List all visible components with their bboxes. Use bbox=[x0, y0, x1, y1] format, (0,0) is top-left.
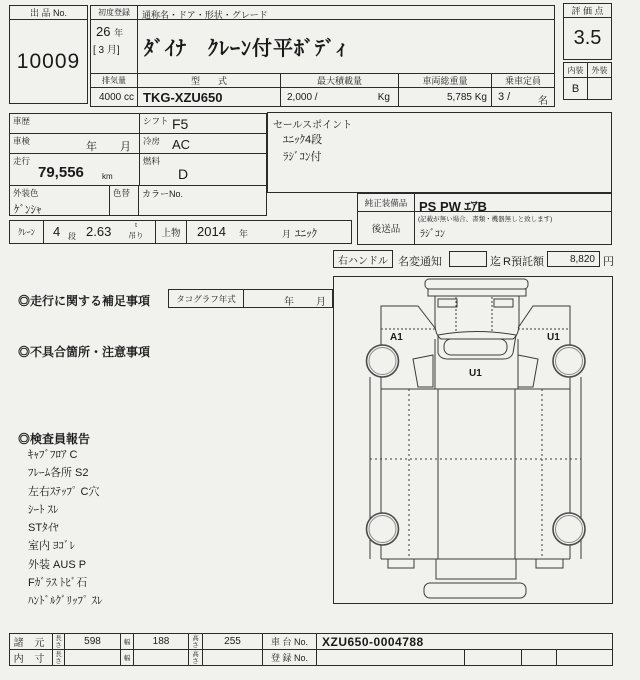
specs-row1-header bbox=[9, 633, 53, 650]
cab-roof bbox=[435, 296, 519, 339]
damage-label-u1-center: U1 bbox=[469, 368, 482, 379]
body-year: 2014 bbox=[197, 224, 226, 239]
rear-bumper bbox=[424, 583, 526, 598]
inspector-item: ﾊﾝﾄﾞﾙｸﾞﾘｯﾌﾟ ｽﾚ bbox=[28, 595, 103, 608]
height-label-2: 高さ bbox=[192, 650, 199, 665]
exterior-grade-cell bbox=[587, 77, 612, 100]
wheel-front-left bbox=[367, 345, 399, 377]
ac-cell bbox=[139, 133, 267, 154]
length-value: 598 bbox=[84, 636, 101, 647]
mileage-label: 走行 bbox=[13, 156, 31, 166]
score-value: 3.5 bbox=[573, 27, 602, 49]
crane-spec-cell bbox=[43, 220, 156, 244]
model-code-value: TKG-XZU650 bbox=[143, 90, 223, 105]
equipment-cell bbox=[414, 193, 612, 212]
fuel-cell bbox=[139, 153, 267, 186]
name-change-field bbox=[449, 251, 487, 267]
max-load-header bbox=[280, 73, 399, 88]
rear-step-right bbox=[536, 559, 563, 568]
model-code-cell bbox=[137, 87, 281, 107]
max-load-value: 2,000 / bbox=[287, 92, 318, 103]
inspector-item: STﾀｲﾔ bbox=[28, 522, 59, 535]
inspector-item: ﾌﾚｰﾑ各所 S2 bbox=[28, 467, 89, 480]
later-items-header bbox=[357, 211, 415, 245]
chassis-label: 車 台 No. bbox=[270, 637, 308, 647]
width-header-1 bbox=[120, 633, 134, 650]
reg-cell-4 bbox=[556, 649, 613, 666]
vehicle-name-value: ﾀﾞｲﾅ ｸﾚｰﾝ付平ﾎﾞﾃﾞｨ bbox=[144, 38, 347, 60]
first-reg-header bbox=[90, 5, 138, 20]
width-value: 188 bbox=[152, 636, 170, 647]
until-label: 迄 bbox=[490, 256, 501, 268]
first-reg-year: 26 年 bbox=[96, 24, 124, 39]
windshield-inner bbox=[444, 339, 507, 355]
inspector-item: ｼｰﾄ ｽﾚ bbox=[28, 503, 59, 516]
shift-cell bbox=[139, 113, 267, 134]
mileage-value: 79,556 bbox=[38, 164, 84, 181]
chassis-no: XZU650-0004788 bbox=[322, 635, 424, 649]
height-label: 高さ bbox=[192, 634, 199, 649]
height-value: 255 bbox=[224, 636, 241, 647]
interior-header bbox=[563, 62, 588, 78]
specs-row1-label: 諸 元 bbox=[13, 638, 49, 649]
displacement-label: 排気量 bbox=[102, 76, 126, 85]
damage-label-u1-right: U1 bbox=[547, 332, 560, 343]
inspector-item: 室内 ﾖｺﾞﾚ bbox=[28, 540, 76, 553]
rear-step-left bbox=[388, 559, 414, 568]
specs-row2-header bbox=[9, 649, 53, 666]
model-code-label: 型 式 bbox=[190, 76, 227, 86]
first-reg-year-unit: 年 bbox=[114, 28, 124, 38]
interior-grade: B bbox=[571, 82, 580, 95]
length-cell bbox=[64, 633, 121, 650]
length-label-2: 長さ bbox=[55, 650, 62, 665]
lot-no-cell bbox=[9, 19, 88, 104]
model-code-header bbox=[137, 73, 281, 88]
inspector-item: Fｶﾞﾗｽ ﾄﾋﾞ石 bbox=[28, 577, 88, 590]
inspection-label: 車検 bbox=[13, 136, 31, 146]
capacity-unit: 名 bbox=[538, 96, 548, 107]
crane-capacity-unit-bottom: 吊り bbox=[128, 231, 144, 240]
name-change-label: 名変通知 bbox=[398, 256, 442, 268]
reg-cell-1 bbox=[316, 649, 465, 666]
front-cowl bbox=[428, 289, 526, 296]
length-label: 長さ bbox=[55, 634, 62, 649]
inspector-item: ｷｬﾌﾞﾌﾛｱ C bbox=[28, 449, 78, 461]
reg-cell-3 bbox=[521, 649, 557, 666]
history-cell bbox=[9, 113, 140, 134]
tacho-month-unit: 月 bbox=[316, 297, 326, 308]
specs-row2-label: 内 寸 bbox=[13, 654, 49, 665]
sales-point-item: ﾕﾆｯｸ4段 bbox=[283, 134, 323, 146]
displacement-value: 4000 cc bbox=[98, 92, 134, 103]
later-items-value: ﾗｼﾞｺﾝ bbox=[420, 229, 445, 240]
crane-capacity-unit-top: t bbox=[135, 222, 137, 229]
tacho-label: タコグラフ年式 bbox=[176, 293, 236, 304]
capacity-header bbox=[491, 73, 555, 88]
sales-point-item: ﾗｼﾞｺﾝ付 bbox=[283, 151, 322, 163]
shift-label: シフト bbox=[143, 116, 169, 126]
gross-weight-label: 車両総重量 bbox=[422, 76, 468, 86]
displacement-cell bbox=[90, 87, 138, 107]
body-header bbox=[155, 220, 187, 244]
inspector-report-list bbox=[28, 446, 103, 611]
sales-point-label: セールスポイント bbox=[273, 120, 353, 131]
equipment-value: PS PW ｴｱB bbox=[419, 199, 487, 214]
ac-label: 冷房 bbox=[143, 136, 161, 146]
height-cell bbox=[202, 633, 263, 650]
color-label: 外装色 bbox=[13, 188, 39, 198]
later-items-cell bbox=[414, 211, 612, 245]
gross-weight-value: 5,785 Kg bbox=[446, 92, 487, 103]
history-label: 車歴 bbox=[13, 116, 31, 126]
recolor-label: 色替 bbox=[113, 188, 131, 198]
first-reg-month: [ 3 月] bbox=[93, 45, 120, 56]
height-header-1 bbox=[188, 633, 203, 650]
gross-weight-header bbox=[398, 73, 492, 88]
width-label-2: 幅 bbox=[123, 655, 131, 662]
mileage-note-heading: ◎走行に関する補足事項 bbox=[18, 294, 151, 308]
crane-label: ｸﾚｰﾝ bbox=[17, 227, 35, 237]
interior-grade-cell bbox=[563, 77, 588, 100]
fuel-value: D bbox=[178, 166, 189, 182]
recolor-cell bbox=[109, 185, 139, 216]
rear-frame bbox=[436, 559, 516, 579]
shift-value: F5 bbox=[172, 116, 189, 132]
later-items-label: 後送品 bbox=[371, 224, 401, 235]
cab-step-left bbox=[413, 355, 433, 387]
exterior-label: 外装 bbox=[591, 65, 608, 75]
tacho-header bbox=[168, 289, 244, 308]
reg-cell-2 bbox=[464, 649, 522, 666]
cab-visor-left bbox=[438, 299, 457, 307]
cab-visor-right bbox=[494, 299, 513, 307]
handle-label: 右ハンドル bbox=[338, 255, 388, 267]
first-reg-label: 初度登録 bbox=[98, 8, 130, 17]
handle-box bbox=[333, 250, 393, 268]
body-cell bbox=[186, 220, 352, 244]
cab-step-right bbox=[518, 355, 538, 387]
crane-stages: 4 bbox=[53, 224, 61, 239]
truck-diagram bbox=[334, 277, 612, 603]
mileage-unit: km bbox=[102, 172, 113, 181]
max-load-unit: Kg bbox=[377, 92, 390, 103]
reg-header bbox=[262, 649, 317, 666]
crane-header bbox=[9, 220, 44, 244]
gross-weight-cell bbox=[398, 87, 492, 107]
width-header-2 bbox=[120, 649, 134, 666]
tacho-cell bbox=[243, 289, 333, 308]
ac-value: AC bbox=[172, 137, 191, 152]
score-cell bbox=[563, 17, 612, 60]
reg-label: 登 録 No. bbox=[270, 653, 308, 663]
vehicle-name-label: 通称名・ドア・形状・グレード bbox=[142, 10, 268, 20]
tacho-year-unit: 年 bbox=[284, 297, 294, 308]
wheel-front-right bbox=[553, 345, 585, 377]
chassis-cell bbox=[316, 633, 613, 650]
later-items-note: (記載が無い場合、書類・機器無しと致します) bbox=[418, 216, 553, 223]
wheel-rear-right bbox=[553, 513, 585, 545]
front-bumper bbox=[425, 279, 528, 289]
score-label: 評 価 点 bbox=[571, 6, 604, 16]
color-cell bbox=[9, 185, 110, 216]
height-header-2 bbox=[188, 649, 203, 666]
damage-diagram-box bbox=[333, 276, 613, 604]
lot-no-label: 出 品 No. bbox=[29, 8, 67, 18]
deposit-unit: 円 bbox=[603, 256, 614, 268]
max-load-cell bbox=[280, 87, 399, 107]
wheel-rear-left bbox=[367, 513, 399, 545]
body-maker: ﾕﾆｯｸ bbox=[295, 228, 317, 240]
lot-no-value: 10009 bbox=[16, 49, 81, 73]
width-cell bbox=[133, 633, 189, 650]
equipment-header bbox=[357, 193, 415, 212]
body-year-unit: 年 bbox=[239, 229, 249, 239]
mileage-cell bbox=[9, 153, 140, 186]
inspection-month-unit: 月 bbox=[120, 141, 131, 153]
sales-point-box bbox=[267, 112, 612, 193]
color-no-label: カラーNo. bbox=[142, 189, 184, 199]
inspector-item: 外装 AUS P bbox=[28, 558, 87, 571]
score-header bbox=[563, 3, 612, 18]
inspector-heading: ◎検査員報告 bbox=[18, 432, 91, 446]
deposit-value: 8,820 bbox=[569, 254, 595, 265]
crane-stages-unit: 段 bbox=[68, 232, 76, 241]
width-label: 幅 bbox=[123, 639, 131, 646]
damage-label-a1: A1 bbox=[390, 332, 403, 343]
fuel-label: 燃料 bbox=[143, 156, 161, 166]
inner-height-cell bbox=[202, 649, 263, 666]
vehicle-name-cell bbox=[137, 19, 555, 74]
crane-capacity: 2.63 bbox=[86, 224, 112, 239]
body-month-unit: 月 bbox=[282, 229, 292, 239]
displacement-header bbox=[90, 73, 138, 88]
equipment-label: 純正装備品 bbox=[364, 197, 408, 208]
interior-label: 内装 bbox=[567, 65, 584, 75]
lot-no-header bbox=[9, 5, 88, 20]
vehicle-name-header bbox=[137, 5, 555, 20]
deposit-label: R預託額 bbox=[503, 256, 544, 268]
defect-heading: ◎不具合箇所・注意事項 bbox=[18, 345, 151, 359]
deposit-cell bbox=[547, 251, 600, 267]
exterior-header bbox=[587, 62, 612, 78]
inspection-cell bbox=[9, 133, 140, 154]
inspector-item: 左右ｽﾃｯﾌﾟ C穴 bbox=[28, 485, 100, 498]
body-label: 上物 bbox=[161, 228, 181, 239]
color-no-cell bbox=[138, 185, 267, 216]
color-value: ｹﾞﾝｼｬ bbox=[14, 204, 42, 216]
inner-width-cell bbox=[133, 649, 189, 666]
capacity-cell bbox=[491, 87, 555, 107]
chassis-header bbox=[262, 633, 317, 650]
capacity-value: 3 / bbox=[498, 91, 511, 103]
inspection-year-unit: 年 bbox=[86, 141, 97, 153]
max-load-label: 最大積載量 bbox=[316, 76, 362, 86]
capacity-label: 乗車定員 bbox=[504, 76, 541, 86]
inner-length-cell bbox=[64, 649, 121, 666]
first-reg-cell bbox=[90, 19, 138, 74]
